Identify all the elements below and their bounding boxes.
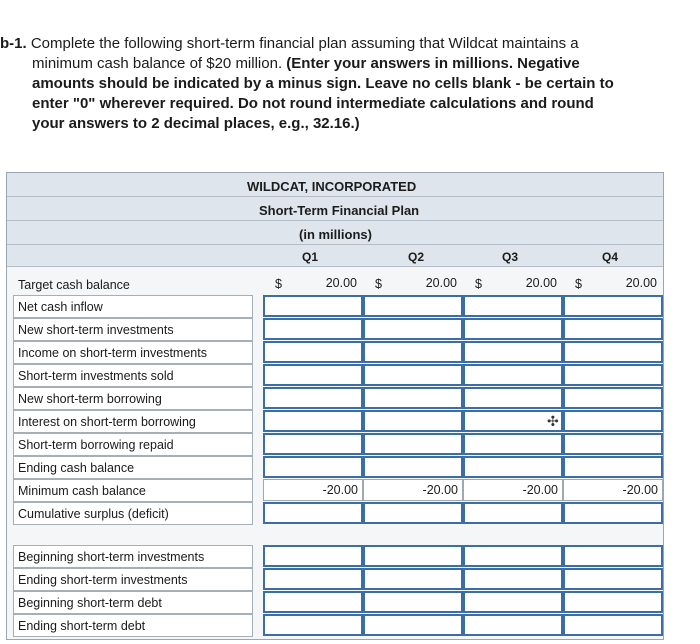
financial-plan-table [6,172,664,640]
instruction-line-3: amounts should be indicated by a minus sign. Leave no cells blank - be certain to [32,75,614,92]
input-interest-st-borrowing-q4[interactable] [563,410,663,432]
input-ending-st-debt-q2[interactable] [363,614,463,636]
input-new-st-investments-q3[interactable] [463,318,563,340]
instruction-line-2: minimum cash balance of $20 million. [32,55,283,72]
instruction-line-5: your answers to 2 decimal places, e.g., 32.16.) [32,115,360,132]
units-label: (in millions) [299,227,372,242]
quarter-q1: Q1 [301,250,318,264]
input-ending-st-debt-q4[interactable] [563,614,663,636]
plan-title: Short-Term Financial Plan [259,203,420,218]
row-label-ending-st-investments: Ending short-term investments [13,568,253,591]
input-ending-st-debt-q3[interactable] [463,614,563,636]
input-new-st-investments-q4[interactable] [563,318,663,340]
input-income-st-investments-q1[interactable] [263,341,363,363]
input-ending-st-debt-q1[interactable] [263,614,363,636]
row-label-interest-st-borrowing: Interest on short-term borrowing [13,410,253,433]
input-interest-st-borrowing-q2[interactable] [363,410,463,432]
input-ending-st-investments-q4[interactable] [563,568,663,590]
input-st-borrowing-repaid-q1[interactable] [263,433,363,455]
row-label-beginning-st-debt: Beginning short-term debt [13,591,253,614]
input-interest-st-borrowing-q1[interactable] [263,410,363,432]
instructions [0,34,690,134]
row-label-st-investments-sold: Short-term investments sold [13,364,253,387]
instruction-line-1: Complete the following short-term financial plan assuming that Wildcat maintains a [30,35,579,52]
input-beginning-st-debt-q3[interactable] [463,591,563,613]
input-net-cash-inflow-q1[interactable] [263,295,363,317]
instruction-line-2-bold: (Enter your answers in millions. Negative [286,55,580,72]
minimum-cash-q1: -20.00 [263,479,363,501]
quarter-q2: Q2 [407,250,424,264]
target-cash-q4: 20.00 [625,276,657,290]
input-new-st-investments-q1[interactable] [263,318,363,340]
row-label-net-cash-inflow: Net cash inflow [13,295,253,318]
input-beginning-st-investments-q1[interactable] [263,545,363,567]
input-beginning-st-investments-q3[interactable] [463,545,563,567]
input-new-st-borrowing-q1[interactable] [263,387,363,409]
row-label-ending-st-debt: Ending short-term debt [13,614,253,637]
row-label-ending-cash: Ending cash balance [13,456,253,479]
target-cash-q1: 20.00 [325,276,357,290]
quarter-q3: Q3 [501,250,518,264]
row-label-income-st-investments: Income on short-term investments [13,341,253,364]
input-net-cash-inflow-q4[interactable] [563,295,663,317]
row-label-minimum-cash: Minimum cash balance [13,479,253,502]
row-label-st-borrowing-repaid: Short-term borrowing repaid [13,433,253,456]
input-beginning-st-debt-q2[interactable] [363,591,463,613]
minimum-cash-q4: -20.00 [563,479,663,501]
input-cumulative-surplus-q1[interactable] [263,502,363,524]
instruction-line-4: enter "0" wherever required. Do not round intermediate calculations and round [32,95,594,112]
input-income-st-investments-q2[interactable] [363,341,463,363]
input-income-st-investments-q4[interactable] [563,341,663,363]
input-net-cash-inflow-q3[interactable] [463,295,563,317]
input-new-st-borrowing-q3[interactable] [463,387,563,409]
mouse-cursor-icon: ✣ [547,413,559,429]
input-beginning-st-debt-q1[interactable] [263,591,363,613]
currency-symbol: $ [275,277,282,291]
row-label-new-st-borrowing: New short-term borrowing [13,387,253,410]
input-ending-st-investments-q1[interactable] [263,568,363,590]
input-cumulative-surplus-q2[interactable] [363,502,463,524]
input-st-borrowing-repaid-q3[interactable] [463,433,563,455]
input-ending-cash-q1[interactable] [263,456,363,478]
input-new-st-investments-q2[interactable] [363,318,463,340]
target-cash-q2: 20.00 [425,276,457,290]
input-cumulative-surplus-q4[interactable] [563,502,663,524]
minimum-cash-q2: -20.00 [363,479,463,501]
minimum-cash-q3: -20.00 [463,479,563,501]
input-ending-st-investments-q3[interactable] [463,568,563,590]
row-label-beginning-st-investments: Beginning short-term investments [13,545,253,568]
currency-symbol: $ [575,277,582,291]
input-beginning-st-investments-q4[interactable] [563,545,663,567]
input-ending-cash-q3[interactable] [463,456,563,478]
input-ending-st-investments-q2[interactable] [363,568,463,590]
input-st-borrowing-repaid-q4[interactable] [563,433,663,455]
company-name: WILDCAT, INCORPORATED [247,179,417,194]
input-net-cash-inflow-q2[interactable] [363,295,463,317]
currency-symbol: $ [475,277,482,291]
question-number: b-1. [0,35,27,52]
input-beginning-st-debt-q4[interactable] [563,591,663,613]
target-cash-q3: 20.00 [525,276,557,290]
input-ending-cash-q2[interactable] [363,456,463,478]
input-st-investments-sold-q2[interactable] [363,364,463,386]
currency-symbol: $ [375,277,382,291]
row-label-new-st-investments: New short-term investments [13,318,253,341]
input-income-st-investments-q3[interactable] [463,341,563,363]
quarter-q4: Q4 [601,250,618,264]
row-label-cumulative-surplus: Cumulative surplus (deficit) [13,502,253,525]
input-cumulative-surplus-q3[interactable] [463,502,563,524]
input-beginning-st-investments-q2[interactable] [363,545,463,567]
input-new-st-borrowing-q4[interactable] [563,387,663,409]
input-st-investments-sold-q1[interactable] [263,364,363,386]
row-label-target-cash: Target cash balance [18,278,130,292]
input-st-borrowing-repaid-q2[interactable] [363,433,463,455]
input-st-investments-sold-q4[interactable] [563,364,663,386]
input-ending-cash-q4[interactable] [563,456,663,478]
input-st-investments-sold-q3[interactable] [463,364,563,386]
input-new-st-borrowing-q2[interactable] [363,387,463,409]
